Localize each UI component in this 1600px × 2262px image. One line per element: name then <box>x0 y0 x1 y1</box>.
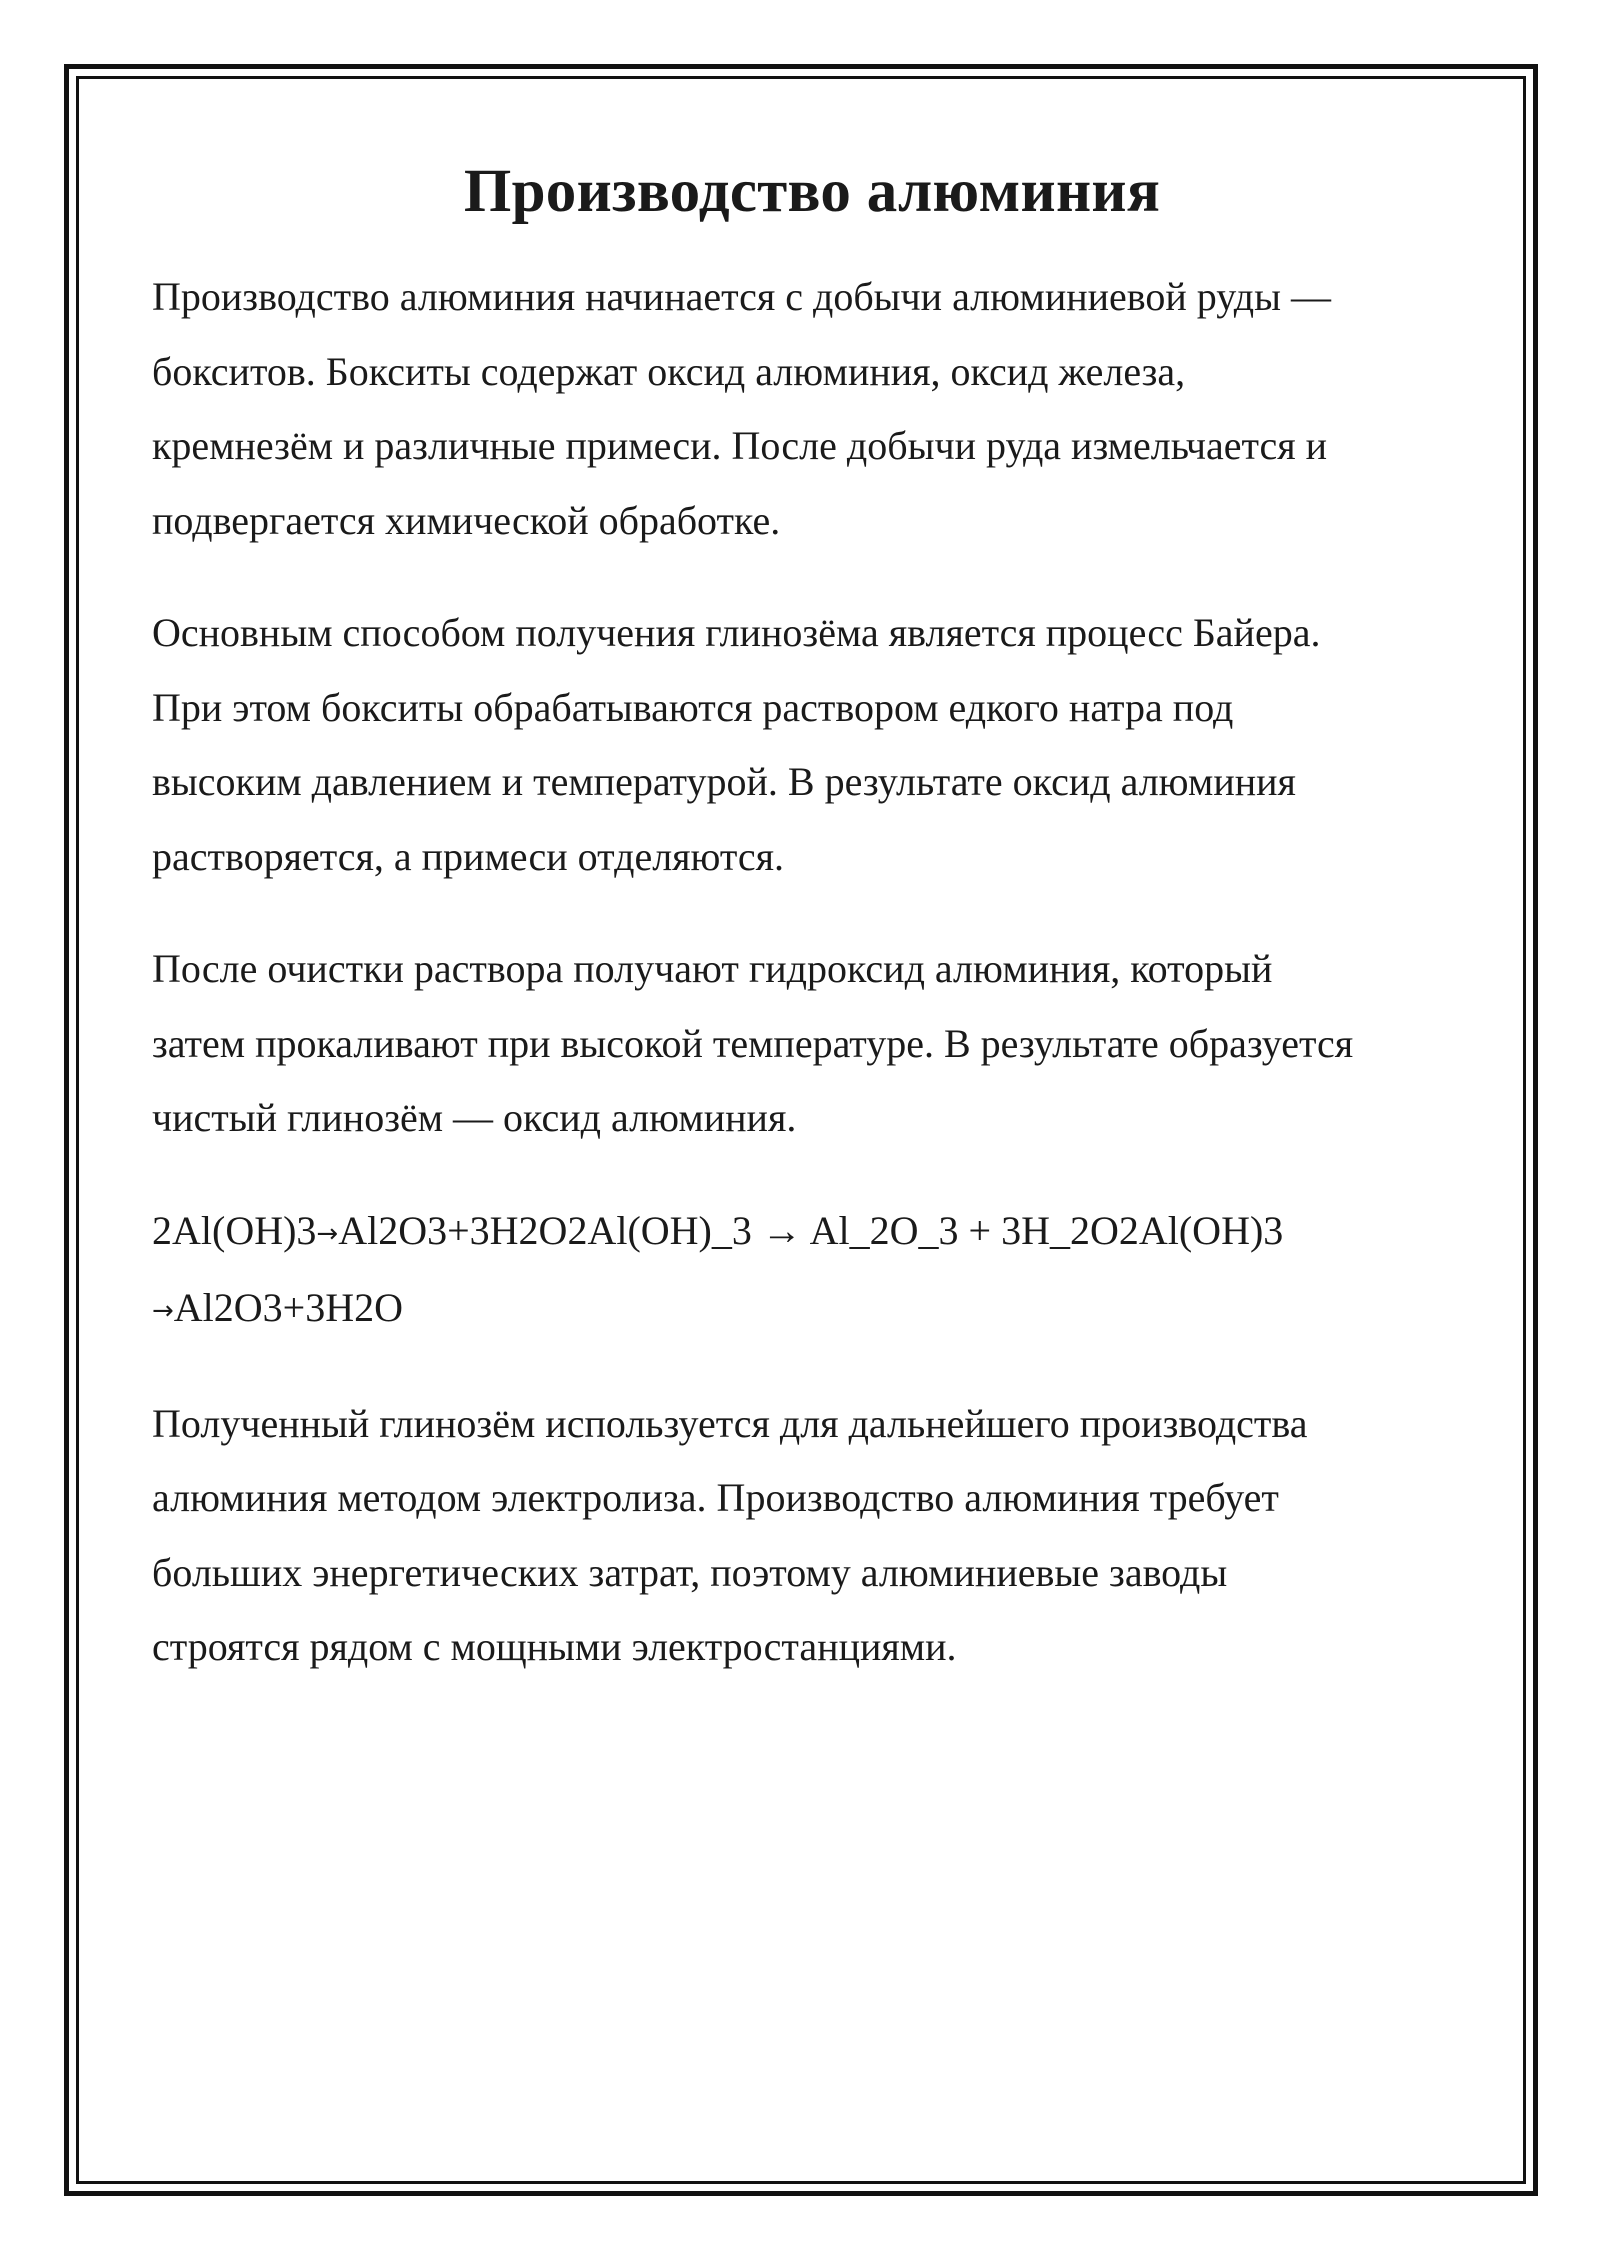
text-line: затем прокаливают при высокой температуре. В результате образуется <box>152 1020 1354 1066</box>
page-title: Производство алюминия <box>463 158 1161 225</box>
chemical-formula <box>152 1194 1472 1349</box>
text-line: Основным способом получения глинозёма является процесс Байера. <box>152 610 1321 655</box>
paragraph-bauxite-mining <box>152 260 1472 558</box>
text-line: кремнезём и различные примеси. После добычи руда измельчается и <box>152 423 1328 468</box>
text-line: высоким давлением и температурой. В результате оксид алюминия <box>152 759 1296 804</box>
reaction-arrow-icon: → <box>152 1296 174 1326</box>
text-line: строятся рядом с мощными электростанциями. <box>152 1624 957 1669</box>
reaction-arrow-icon: → <box>316 1218 339 1249</box>
formula-line-2 <box>152 1271 1472 1349</box>
paragraph-electrolysis <box>152 1387 1472 1685</box>
text-line: При этом бокситы обрабатываются раствором едкого натра под <box>152 684 1234 730</box>
formula-reactant: 2Al(OH)3 <box>152 1207 317 1253</box>
formula-line-1 <box>152 1194 1472 1272</box>
text-line: больших энергетических затрат, поэтому алюминиевые заводы <box>152 1549 1228 1595</box>
formula-product: Al2O3+3H2O2Al(OH)_3 → Al_2O_3 + 3H_2O2Al(OH)3 <box>338 1207 1284 1253</box>
text-line: Производство алюминия начинается с добычи алюминиевой руды — <box>152 274 1331 319</box>
text-line: алюминия методом электролиза. Производство алюминия требует <box>152 1475 1279 1520</box>
paragraph-calcination <box>152 932 1472 1156</box>
text-line: бокситов. Бокситы содержат оксид алюминия, оксид железа, <box>152 348 1186 394</box>
paragraph-bayer-process <box>152 596 1472 894</box>
text-line: растворяется, а примеси отделяются. <box>152 833 785 879</box>
text-line: Полученный глинозём используется для дальнейшего производства <box>152 1400 1308 1446</box>
document-body <box>152 150 1472 1723</box>
text-line: подвергается химической обработке. <box>152 497 781 543</box>
text-line: После очистки раствора получают гидроксид алюминия, который <box>152 946 1273 991</box>
formula-product: Al2O3+3H2O <box>173 1285 404 1330</box>
text-line: чистый глинозём — оксид алюминия. <box>152 1095 797 1140</box>
